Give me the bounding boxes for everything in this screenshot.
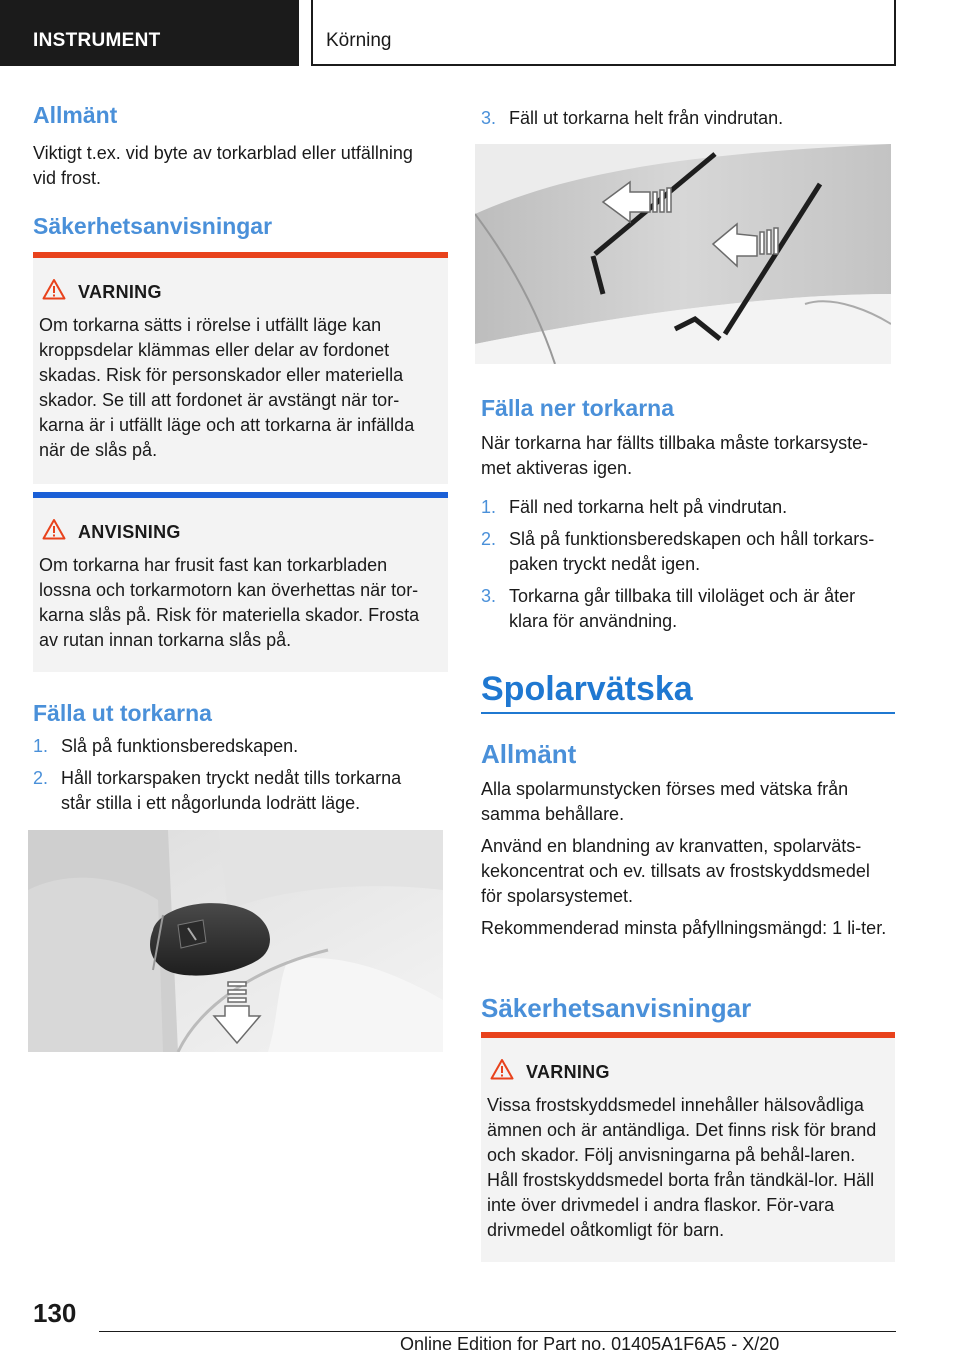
footer-rule — [99, 1331, 896, 1332]
step-number: 3. — [481, 108, 497, 128]
general-text-1: Alla spolarmunstycken förses med vätska från samma behållare. — [481, 779, 849, 824]
page-number: 130 — [33, 1298, 77, 1328]
wiper-stalk-illustration — [28, 830, 443, 1052]
list-item — [481, 106, 895, 131]
safety-heading: Säkerhetsanvisningar — [33, 213, 273, 239]
warning-title: VARNING — [78, 282, 162, 302]
list-item — [481, 495, 895, 520]
allmant-heading: Allmänt — [33, 102, 118, 128]
warning-triangle-icon — [490, 1058, 514, 1080]
step-number: 1. — [33, 736, 49, 756]
step-number: 2. — [33, 768, 49, 788]
notice-text: Om torkarna har frusit fast kan torkarbladen lossna och torkarmotorn kan överhettas när tor-karna slås på. Risk för materiella skador. Frosta av rutan innan torkarna slås på. — [39, 555, 420, 650]
warning-text: Om torkarna sätts i rörelse i utfällt läge kan kroppsdelar klämmas eller delar av fordonet skadas. Risk för personskador eller materiella skador. Se till att fordonet är avstängt när tor-karna är i utfällt läge och att torkarna är infällda när de slås på. — [39, 315, 415, 460]
warning-title: VARNING — [526, 1062, 610, 1082]
list-item — [33, 766, 448, 816]
step-text: Torkarna går tillbaka till viloläget och är åter klara för användning. — [509, 586, 856, 631]
washer-fluid-heading: Spolarvätska — [481, 670, 693, 708]
warning-box — [33, 252, 448, 484]
warning-text: Vissa frostskyddsmedel innehåller hälsovådliga ämnen och är antändliga. Det finns risk för brand och skador. Följ anvisningarna på behål-laren. Håll frostskyddsmedel borta från tändkäl-lor. Häll inte över drivmedel i andra flaskor. För-vara drivmedel oåtkomligt för barn. — [487, 1095, 877, 1240]
warning-bar — [481, 1032, 895, 1038]
heading-rule — [481, 712, 895, 714]
notice-title: ANVISNING — [78, 522, 181, 542]
edition-text: Online Edition for Part no. 01405A1F6A5 - X/20 — [400, 1334, 780, 1354]
notice-triangle-icon — [42, 518, 66, 540]
fold-down-heading: Fälla ner torkarna — [481, 395, 675, 421]
general-text-3: Rekommenderad minsta påfyllningsmängd: 1 li-ter. — [481, 918, 887, 938]
warning-box-right — [481, 1032, 895, 1262]
warning-triangle-icon — [42, 278, 66, 300]
section-label: INSTRUMENT — [0, 0, 299, 66]
list-item — [481, 584, 895, 634]
general-text-2: Använd en blandning av kranvatten, spolarväts-kekoncentrat och ev. tillsats av frostskyddsmedel för spolarsystemet. — [481, 836, 870, 906]
allmant-text: Viktigt t.ex. vid byte av torkarblad eller utfällning vid frost. — [33, 143, 413, 188]
page-header — [0, 0, 960, 66]
step-number: 2. — [481, 529, 497, 549]
fold-down-text: När torkarna har fällts tillbaka måste torkarsyste-met aktiveras igen. — [481, 433, 869, 478]
warning-bar — [33, 252, 448, 258]
step-text: Fäll ned torkarna helt på vindrutan. — [509, 497, 788, 517]
step-text: Fäll ut torkarna helt från vindrutan. — [509, 108, 784, 128]
safety-heading-right: Säkerhetsanvisningar — [481, 993, 752, 1023]
step-text: Slå på funktionsberedskapen och håll torkars-paken tryckt nedåt igen. — [509, 529, 875, 574]
step-text: Håll torkarspaken tryckt nedåt tills torkarna står stilla i ett någorlunda lodrätt läge. — [61, 768, 402, 813]
notice-box — [33, 492, 448, 672]
notice-bar — [33, 492, 448, 498]
step-number: 3. — [481, 586, 497, 606]
chapter-label: Körning — [311, 0, 896, 66]
step-number: 1. — [481, 497, 497, 517]
step-text: Slå på funktionsberedskapen. — [61, 736, 299, 756]
general-heading: Allmänt — [481, 739, 577, 769]
list-item — [33, 734, 448, 759]
windscreen-wiper-illustration — [475, 144, 891, 364]
unfold-heading: Fälla ut torkarna — [33, 700, 212, 726]
list-item — [481, 527, 895, 577]
